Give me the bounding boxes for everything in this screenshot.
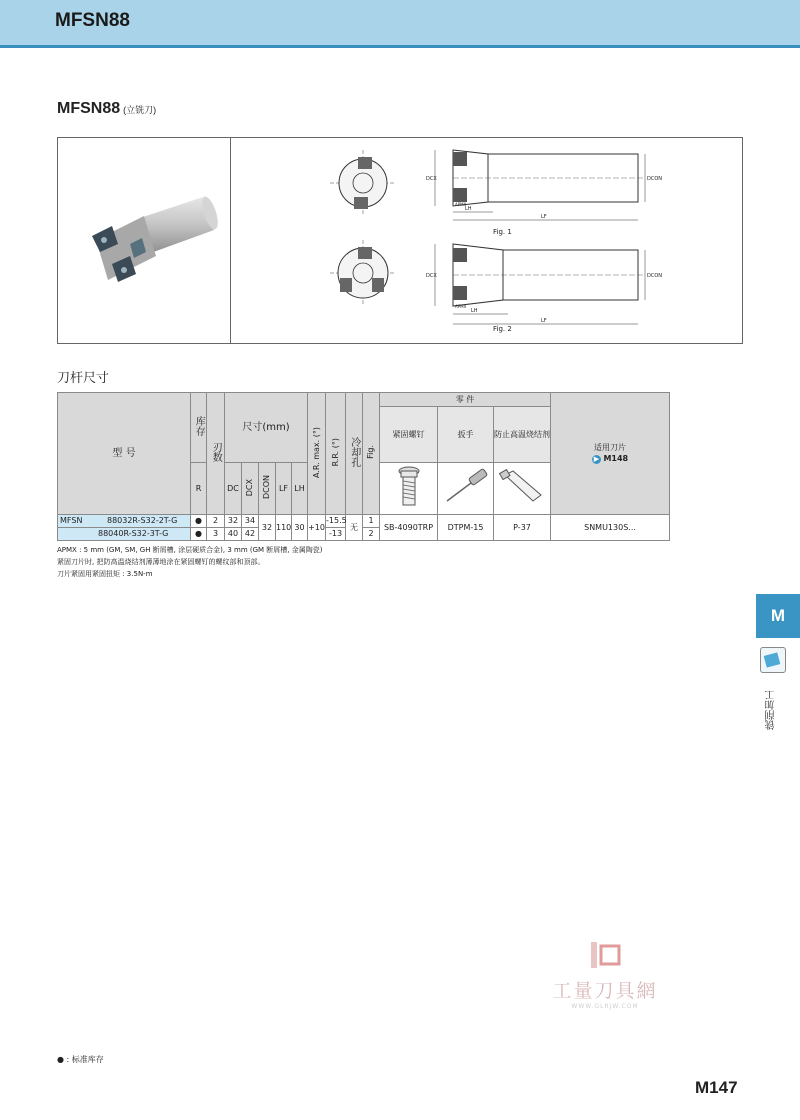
lh-cell: 30 [292, 515, 308, 541]
section-subtitle: (立铣刀) [123, 105, 157, 115]
dc-cell: 40 [225, 528, 242, 541]
svg-text:LF: LF [541, 214, 547, 220]
svg-text:LF: LF [541, 318, 547, 324]
header-sub-dc: DC [225, 463, 242, 515]
fig1-end-view [328, 148, 398, 218]
teeth-cell: 3 [207, 528, 225, 541]
screw-icon [380, 463, 438, 515]
watermark-logo-icon [587, 940, 623, 970]
watermark-url: WWW.GLRJW.COM [571, 1003, 639, 1010]
model-code: 88032R-S32-2T-G [106, 516, 178, 526]
header-sub-lh: LH [292, 463, 308, 515]
wrench-cell: DTPM-15 [438, 515, 494, 541]
model-code: 88040R-S32-3T-G [98, 529, 169, 539]
svg-text:DCON: DCON [647, 176, 663, 182]
teeth-cell: 2 [207, 515, 225, 528]
table-heading: 刀杆尺寸 [57, 371, 110, 386]
svg-text:DCX: DCX [426, 176, 437, 182]
fig2-end-view [328, 238, 398, 308]
watermark-text: 工量刀具網 [552, 980, 658, 1002]
dcx-cell: 42 [242, 528, 259, 541]
header-parts: 零 件 [380, 393, 551, 407]
anti-seize-cell: P-37 [494, 515, 551, 541]
header-sub-lf: LF [276, 463, 292, 515]
header-wrench: 扳手 [438, 407, 494, 463]
note-line: 刀片紧固用紧固扭矩 : 3.5N-m [57, 570, 153, 578]
svg-text:DCON: DCON [647, 273, 663, 279]
section-title [57, 100, 156, 118]
tube-icon [494, 463, 551, 515]
svg-text:DCX: DCX [426, 273, 437, 279]
notes [57, 544, 322, 580]
ar-cell: +10 [308, 515, 326, 541]
model-cell[interactable] [58, 515, 191, 528]
fig1-side-view [423, 146, 663, 226]
stock-cell: ● [191, 528, 207, 541]
dcon-cell: 32 [259, 515, 276, 541]
insert-label: 适用刀片 [594, 442, 627, 452]
header-fig: Fig. [363, 393, 380, 515]
table-row [58, 515, 670, 528]
header-rr: R.R. (°) [326, 393, 346, 515]
svg-text:LH: LH [465, 206, 472, 212]
arrow-right-icon: ▶ [593, 455, 600, 464]
header-insert [551, 393, 670, 515]
model-cell[interactable] [58, 528, 191, 541]
lf-cell: 110 [276, 515, 292, 541]
series-label: MFSN [60, 516, 83, 526]
header-coolant: 冷却孔 [346, 393, 363, 515]
svg-text:APMX: APMX [455, 202, 467, 207]
stock-cell: ● [191, 515, 207, 528]
figure-box [57, 137, 743, 344]
header-bar [0, 0, 800, 48]
dcx-cell: 34 [242, 515, 259, 528]
insert-cell: SNMU130S... [551, 515, 670, 541]
fig2-caption: Fig. 2 [493, 325, 512, 333]
side-tab-m[interactable]: M [756, 594, 800, 638]
side-label: 铣削加工 [766, 690, 777, 730]
fig-cell: 2 [363, 528, 380, 541]
note-line: 紧固刀片时, 把防高温烧结剂薄薄地涂在紧固螺钉的螺纹部和顶部。 [57, 558, 265, 566]
page-number: M147 [695, 1078, 738, 1097]
dc-cell: 32 [225, 515, 242, 528]
tool-photo [78, 178, 218, 298]
rr-cell: -15.5 [326, 515, 346, 528]
watermark [540, 940, 670, 1010]
header-sub-r: R [191, 463, 207, 515]
figure-divider [230, 138, 231, 343]
header-ar-max: A.R. max. (°) [308, 393, 326, 515]
rr-cell: -13 [326, 528, 346, 541]
header-stock: 库存 [191, 393, 207, 463]
svg-text:LH: LH [471, 308, 478, 314]
header-dimensions: 尺寸(mm) [225, 393, 308, 463]
milling-icon [760, 647, 786, 673]
fig1-caption: Fig. 1 [493, 228, 512, 236]
fig2-side-view [423, 240, 663, 330]
screw-cell: SB-4090TRP [380, 515, 438, 541]
header-anti-seize: 防止高温烧结剂 [494, 407, 551, 463]
wrench-icon [438, 463, 494, 515]
svg-text:APMX: APMX [455, 304, 467, 309]
header-teeth: 刃数 [207, 393, 225, 515]
header-model: 型 号 [58, 393, 191, 515]
footer-legend: ● : 标准库存 [57, 1055, 104, 1064]
header-screw: 紧固螺钉 [380, 407, 438, 463]
header-sub-dcx: DCX [242, 463, 259, 515]
note-line: APMX : 5 mm (GM, SM, GH 断屑槽, 涂层硬质合金), 3 mm (GM 断屑槽, 金属陶瓷) [57, 546, 323, 554]
header-title: MFSN88 [55, 10, 130, 31]
fig-cell: 1 [363, 515, 380, 528]
section-title-main: MFSN88 [57, 100, 121, 117]
coolant-cell: 无 [346, 515, 363, 541]
insert-ref-link[interactable]: M148 [603, 454, 629, 464]
spec-table [57, 392, 670, 541]
header-sub-dcon: DCON [259, 463, 276, 515]
